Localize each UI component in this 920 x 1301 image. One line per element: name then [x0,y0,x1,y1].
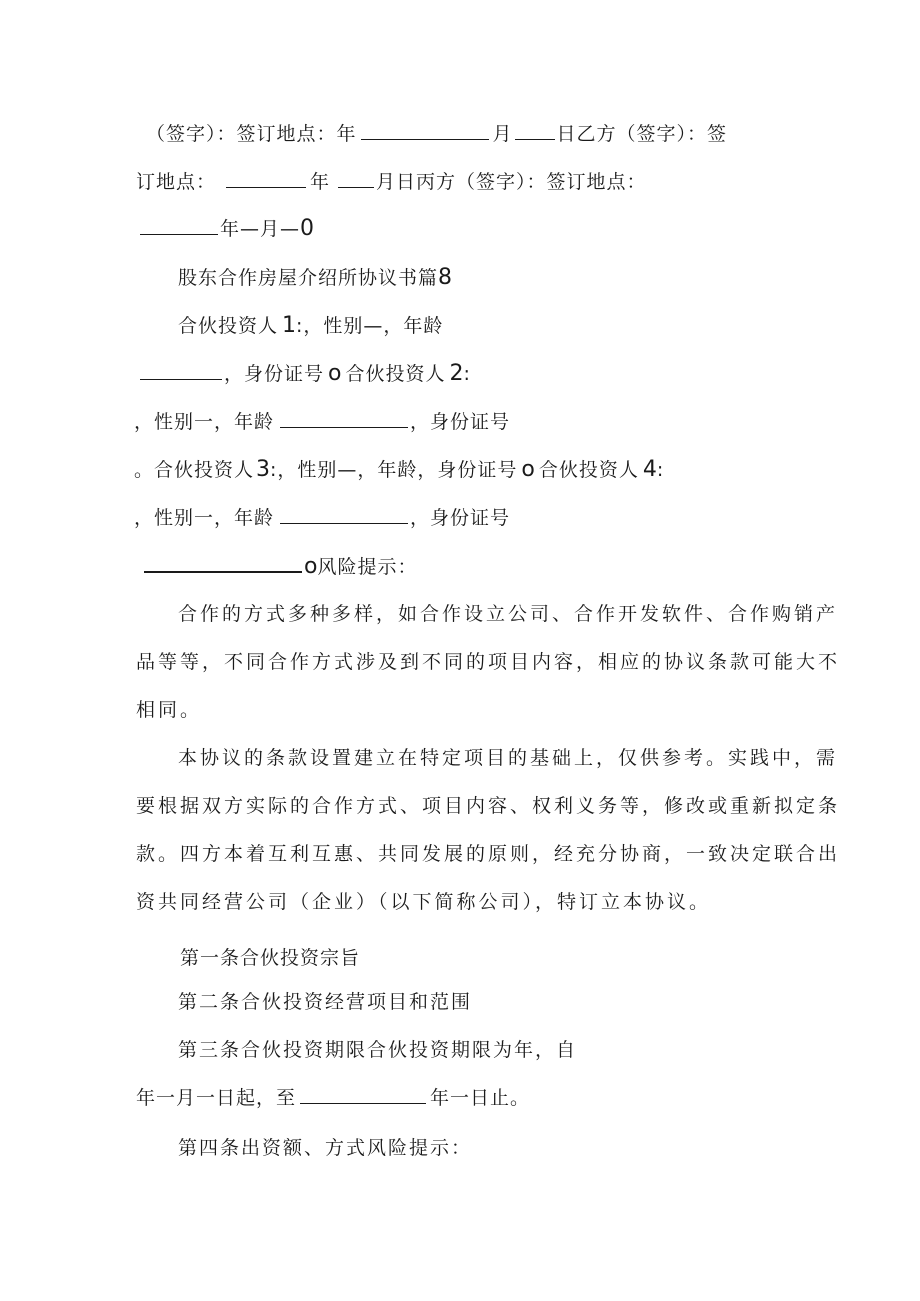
text-segment: :，性别—，年龄，身份证号 [270,459,518,481]
doc-line-7 [134,409,510,435]
doc-line-10 [144,553,417,580]
text-segment: 年一日止。 [430,1087,531,1109]
text-segment: 年一月一日起，至 [136,1087,297,1109]
text-segment: 1 [282,313,297,338]
text-segment: 8 [438,265,453,290]
fill-blank [280,409,408,428]
text-segment: 0 [300,216,315,241]
fill-blank [300,1085,426,1104]
paragraph-line: 本协议的条款设置建立在特定项目的基础上，仅供参考。实践中，需 [178,747,839,769]
paragraph-line: 相同。 [136,699,203,721]
text-segment: 4 [642,457,657,482]
fill-blank [140,216,218,235]
text-segment: ，性别一，年龄 [134,411,275,433]
clause-heading: 第一条合伙投资宗旨 [180,947,361,969]
text-segment: o [328,361,342,386]
text-segment: o [304,554,318,579]
text-segment: ，身份证号 [224,363,325,385]
text-segment: （签字）：签订地点：年 [146,123,357,145]
text-segment: 股东合作房屋介绍所协议书篇 [178,267,439,289]
fill-blank [140,361,222,380]
text-segment: ，身份证号 [410,411,511,433]
paragraph-line: 合作的方式多种多样，如合作设立公司、合作开发软件、合作购销产 [178,603,839,625]
text-segment: 。合伙投资人 [134,459,255,481]
text-segment: : [656,459,665,481]
text-segment: :，性别—，年龄 [296,315,444,337]
clause-heading: 第二条合伙投资经营项目和范围 [178,991,473,1013]
paragraph-line: 要根据双方实际的合作方式、项目内容、权利义务等，修改或重新拟定条 [136,795,841,817]
text-segment: 合伙投资人 [538,459,639,481]
fill-blank [226,169,306,188]
doc-line-2 [136,169,647,195]
section-heading [178,265,452,291]
text-segment: 日乙方（签字）：签 [556,123,728,145]
clause-heading: 第三条合伙投资期限合伙投资期限为年，自 [178,1039,578,1061]
text-segment: o [521,457,535,482]
doc-line-8 [134,457,664,483]
text-segment: 3 [256,457,271,482]
text-segment: 月 [492,123,513,145]
fill-blank [280,505,408,524]
text-segment: 订地点： [136,171,217,193]
clause-heading: 第四条出资额、方式风险提示： [178,1137,473,1159]
text-segment: 2 [449,361,464,386]
text-segment: : [463,363,471,385]
text-segment: 年 [310,171,331,193]
doc-line-3 [140,216,314,242]
paragraph-line: 品等等，不同合作方式涉及到不同的项目内容，相应的协议条款可能大不 [136,651,841,673]
doc-line-5 [178,313,443,339]
doc-line-21 [136,1085,530,1111]
doc-line-9 [134,505,510,531]
doc-line-1 [146,121,727,147]
paragraph-line: 资共同经营公司（企业）（以下简称公司），特订立本协议。 [136,891,712,913]
doc-line-6 [140,361,471,387]
text-segment: ，身份证号 [410,507,511,529]
fill-blank [515,121,555,140]
text-segment: 年—月— [220,218,301,240]
text-segment: ，性别一，年龄 [134,507,275,529]
text-segment: 合伙投资人 [178,315,279,337]
fill-blank [338,169,374,188]
fill-blank [144,553,302,573]
paragraph-line: 款。四方本着互利互惠、共同发展的原则，经充分协商，一致决定联合出 [136,843,841,865]
text-segment: 月日丙方（签字）：签订地点： [376,171,647,193]
text-segment: 风险提示： [317,556,418,578]
text-segment: 合伙投资人 [345,363,446,385]
fill-blank [361,121,489,140]
